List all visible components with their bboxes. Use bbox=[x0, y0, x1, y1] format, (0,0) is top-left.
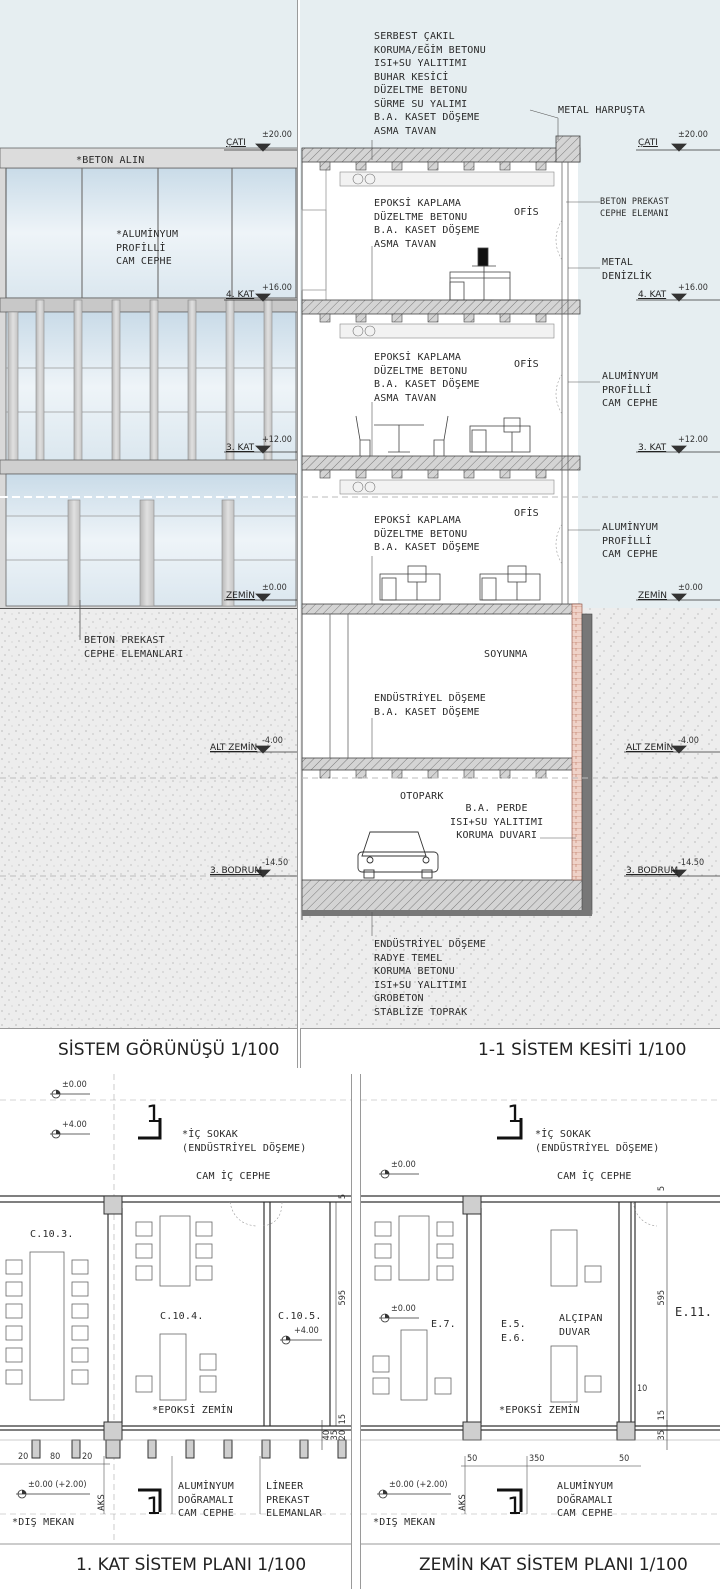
plan0-section-mark-bottom: 1 bbox=[507, 1492, 523, 1520]
plan1-room-c103: C.10.3. bbox=[30, 1229, 74, 1240]
plan1-alu-glazing: ALUMİNYUM DOĞRAMALI CAM CEPHE bbox=[178, 1481, 234, 1519]
section-level-lower-value: -4.00 bbox=[678, 736, 699, 746]
plan1-level-a: ±0.00 bbox=[62, 1080, 87, 1090]
elevation-title: SİSTEM GÖRÜNÜŞÜ 1/100 bbox=[58, 1040, 280, 1060]
section-level-basement-value: -14.50 bbox=[678, 858, 705, 868]
plan0-epoxy: *EPOKSİ ZEMİN bbox=[499, 1405, 580, 1416]
plan0-panel bbox=[360, 1074, 720, 1589]
plan1-dim-0: 20 bbox=[18, 1452, 29, 1462]
curtain-b-label: ALUMİNYUM PROFİLLİ CAM CEPHE bbox=[602, 522, 658, 560]
plan1-room-c104: C.10.4. bbox=[160, 1311, 204, 1322]
level-3-value: +12.00 bbox=[262, 435, 292, 445]
section-level-roof-name: ÇATI bbox=[638, 138, 658, 148]
section-level-4-value: +16.00 bbox=[678, 283, 708, 293]
office-label-2: OFİS bbox=[514, 508, 539, 519]
plan0-room-e5: E.5. E.6. bbox=[501, 1319, 526, 1344]
plan0-level-a: ±0.00 bbox=[391, 1160, 416, 1170]
plan1-dim-7: 35 bbox=[330, 1430, 340, 1441]
section-level-4-name: 4. KAT bbox=[638, 290, 667, 300]
plan1-dim-8: 20 bbox=[338, 1430, 348, 1441]
plan0-room-e7: E.7. bbox=[431, 1319, 456, 1330]
plan1-title: 1. KAT SİSTEM PLANI 1/100 bbox=[76, 1555, 307, 1575]
plan1-level-d: ±0.00 (+2.00) bbox=[28, 1480, 87, 1490]
metal-flashing-label: METAL HARPUŞTA bbox=[558, 105, 646, 116]
roof-layers-label: SERBEST ÇAKIL KORUMA/EĞİM BETONU ISI+SU YALITIMI BUHAR KESİCİ DÜZELTME BETONU SÜRME SU YALIMI B.A. KASET DÖŞEME ASMA TAVAN bbox=[374, 31, 486, 137]
plan1-dim-4: 5 bbox=[338, 1194, 348, 1200]
level-basement-name: 3. BODRUM bbox=[210, 866, 263, 876]
parking-label: OTOPARK bbox=[400, 791, 444, 802]
section-title: 1-1 SİSTEM KESİTİ 1/100 bbox=[478, 1040, 687, 1060]
plan0-dim-5: 10 bbox=[637, 1384, 648, 1394]
plan0-level-b: ±0.00 bbox=[391, 1304, 416, 1314]
floor4-layers-label: EPOKSİ KAPLAMA DÜZELTME BETONU B.A. KASET DÖŞEME ASMA TAVAN bbox=[374, 198, 480, 250]
plan1-outside: *DIŞ MEKAN bbox=[12, 1517, 75, 1528]
plan0-dim-4: 5 bbox=[657, 1186, 667, 1192]
plan1-dim-6: 40 bbox=[322, 1430, 332, 1441]
level-4-name: 4. KAT bbox=[226, 290, 255, 300]
plan1-dim-5: 15 bbox=[338, 1414, 348, 1425]
plan0-dim-2: 50 bbox=[619, 1454, 630, 1464]
office-label-4: OFİS bbox=[514, 207, 539, 218]
plan1-section-mark-bottom: 1 bbox=[146, 1492, 162, 1520]
level-lower-name: ALT ZEMİN bbox=[210, 743, 258, 753]
plan0-dim-1: 350 bbox=[529, 1454, 545, 1464]
plan0-title: ZEMİN KAT SİSTEM PLANI 1/100 bbox=[419, 1555, 688, 1575]
plan0-dim-7: 35 bbox=[657, 1430, 667, 1441]
precast-panel-label: BETON PREKAST CEPHE ELEMANI bbox=[600, 197, 670, 219]
plan1-panel bbox=[0, 1074, 352, 1589]
locker-label: SOYUNMA bbox=[484, 649, 528, 660]
foundation-layers-label: ENDÜSTRİYEL DÖŞEME RADYE TEMEL KORUMA BETONU ISI+SU YALITIMI GROBETON STABLİZE TOPRAK bbox=[374, 939, 486, 1018]
section-level-basement-name: 3. BODRUM bbox=[626, 866, 679, 876]
plan1-level-c: +4.00 bbox=[294, 1326, 319, 1336]
beton-alin-label: *BETON ALIN bbox=[76, 155, 145, 166]
curtain-a-label: ALUMİNYUM PROFİLLİ CAM CEPHE bbox=[602, 371, 658, 409]
plan1-room-c105: C.10.5. bbox=[278, 1311, 322, 1322]
section-level-3-value: +12.00 bbox=[678, 435, 708, 445]
basement-floor-label: ENDÜSTRİYEL DÖŞEME B.A. KASET DÖŞEME bbox=[374, 693, 486, 718]
plan0-outside: *DIŞ MEKAN bbox=[373, 1517, 436, 1528]
elevation-panel bbox=[0, 0, 298, 1068]
curtain-wall-label: *ALUMİNYUM PROFİLLİ CAM CEPHE bbox=[116, 229, 179, 267]
level-lower-value: -4.00 bbox=[262, 736, 283, 746]
floor2-layers-label: EPOKSİ KAPLAMA DÜZELTME BETONU B.A. KASET DÖŞEME bbox=[374, 515, 480, 553]
precast-label: BETON PREKAST CEPHE ELEMANLARI bbox=[84, 635, 184, 660]
plan0-room-e11: E.11. bbox=[675, 1305, 713, 1319]
plan1-dim-3: 595 bbox=[338, 1290, 348, 1306]
level-3-name: 3. KAT bbox=[226, 443, 255, 453]
section-level-lower-name: ALT ZEMİN bbox=[626, 743, 674, 753]
plan1-dim-2: 20 bbox=[82, 1452, 93, 1462]
plan0-dim-0: 50 bbox=[467, 1454, 478, 1464]
plan1-axis: AKS bbox=[97, 1494, 107, 1511]
plan1-section-mark-top: 1 bbox=[146, 1100, 162, 1128]
level-roof-name: ÇATI bbox=[226, 138, 246, 148]
plan0-axis: AKS bbox=[458, 1494, 468, 1511]
metal-sill-label: METAL DENİZLİK bbox=[602, 257, 652, 282]
level-basement-value: -14.50 bbox=[262, 858, 289, 868]
plan1-glass-facade: CAM İÇ CEPHE bbox=[196, 1171, 271, 1182]
floor3-layers-label: EPOKSİ KAPLAMA DÜZELTME BETONU B.A. KASET DÖŞEME ASMA TAVAN bbox=[374, 352, 480, 404]
section-level-ground-name: ZEMİN bbox=[638, 591, 668, 601]
section-panel bbox=[300, 0, 720, 1068]
plan0-dim-6: 15 bbox=[657, 1410, 667, 1421]
plan0-alu-glazing: ALUMİNYUM DOĞRAMALI CAM CEPHE bbox=[557, 1481, 613, 1519]
plan1-dim-1: 80 bbox=[50, 1452, 61, 1462]
level-ground-name: ZEMİN bbox=[226, 591, 256, 601]
plan0-section-mark-top: 1 bbox=[507, 1100, 523, 1128]
level-4-value: +16.00 bbox=[262, 283, 292, 293]
level-ground-value: ±0.00 bbox=[262, 583, 287, 593]
section-level-3-name: 3. KAT bbox=[638, 443, 667, 453]
office-label-3: OFİS bbox=[514, 359, 539, 370]
plan0-street-label: *İÇ SOKAK (ENDÜSTRİYEL DÖŞEME) bbox=[535, 1129, 660, 1154]
plan0-gypsum: ALÇIPAN DUVAR bbox=[559, 1313, 603, 1338]
retaining-wall-label: B.A. PERDE ISI+SU YALITIMI KORUMA DUVARI bbox=[450, 803, 544, 841]
plan1-epoxy: *EPOKSİ ZEMİN bbox=[152, 1405, 233, 1416]
plan1-level-b: +4.00 bbox=[62, 1120, 87, 1130]
level-roof-value: ±20.00 bbox=[262, 130, 292, 140]
plan1-linear-precast: LİNEER PREKAST ELEMANLAR bbox=[266, 1481, 322, 1519]
plan0-level-d: ±0.00 (+2.00) bbox=[389, 1480, 448, 1490]
plan1-street-label: *İÇ SOKAK (ENDÜSTRİYEL DÖŞEME) bbox=[182, 1129, 307, 1154]
plan0-dim-3: 595 bbox=[657, 1290, 667, 1306]
plan0-glass-facade: CAM İÇ CEPHE bbox=[557, 1171, 632, 1182]
section-level-roof-value: ±20.00 bbox=[678, 130, 708, 140]
elevation-drawing bbox=[0, 0, 298, 1068]
section-level-ground-value: ±0.00 bbox=[678, 583, 703, 593]
